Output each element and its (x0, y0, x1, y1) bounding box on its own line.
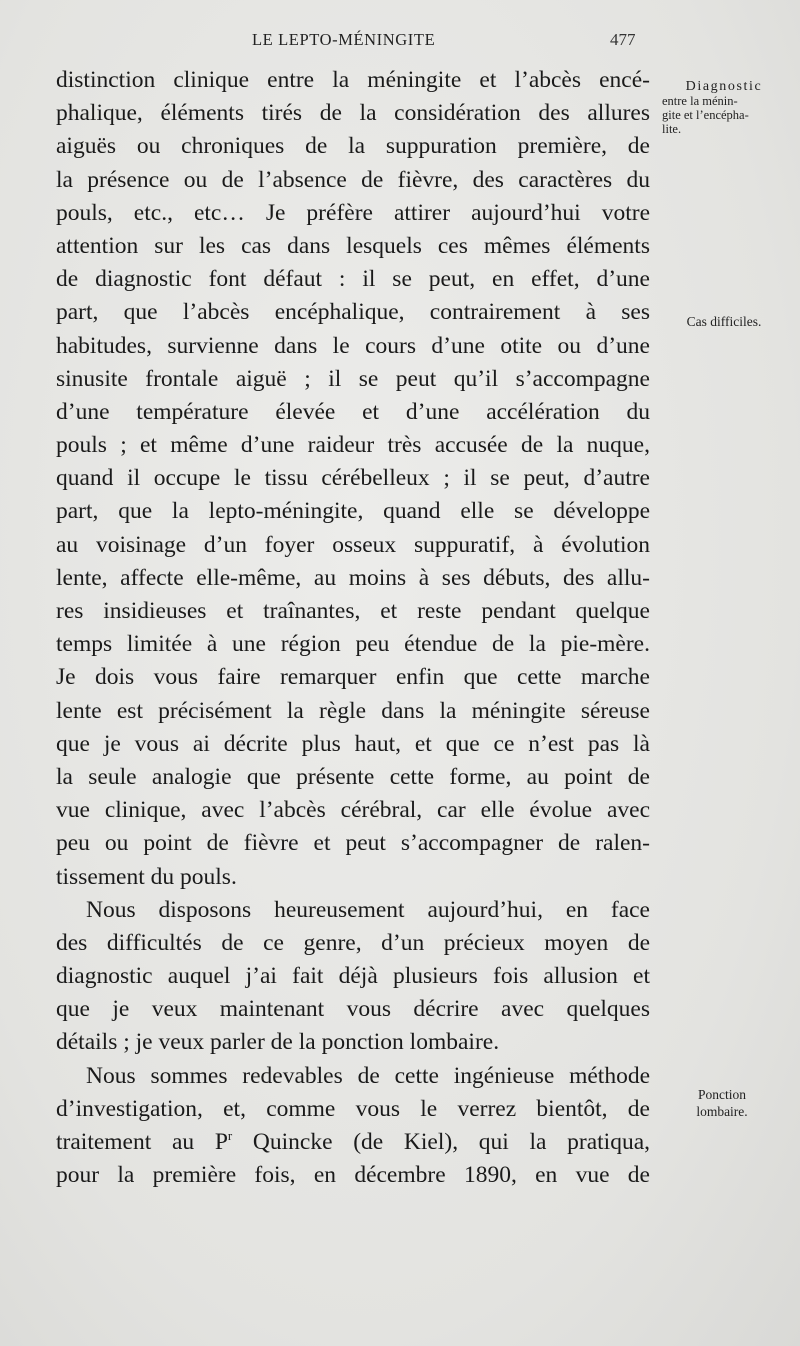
running-title: LE LEPTO-MÉNINGITE (252, 30, 436, 49)
text-line: habitudes, survienne dans le cours d’une otite ou d’une (56, 332, 650, 359)
text-line: Je dois vous faire remarquer enfin que cette marche (56, 664, 650, 691)
text-line: distinction clinique entre la méningite et l’abcès encé- (56, 67, 650, 93)
text-line: diagnostic auquel j’ai fait déjà plusieurs fois allusion et (56, 963, 650, 990)
paragraph-first-line: Nous sommes redevables de cette ingénieuse méthode (86, 1062, 650, 1089)
text-line: d’une température élevée et d’une accélération du (56, 398, 650, 425)
text-line: quand il occupe le tissu cérébelleux ; il se peut, d’autre (56, 465, 650, 492)
text-line: peu ou point de fièvre et peut s’accompagner de ralen- (56, 830, 650, 857)
text-line: de diagnostic font défaut : il se peut, en effet, d’une (56, 266, 650, 293)
margin-note-line: entre la ménin- (662, 94, 738, 108)
page-number: 477 (610, 30, 636, 49)
text-line: part, que l’abcès encéphalique, contrairement à ses (56, 299, 650, 326)
text-fragment: Quincke (de Kiel), qui la pratiqua, (232, 1129, 651, 1155)
text-line: des difficultés de ce genre, d’un précieux moyen de (56, 929, 650, 956)
text-line: tissement du pouls. (56, 863, 237, 890)
margin-note-diagnostic (658, 80, 790, 136)
text-line: que je vous ai décrite plus haut, et que ce n’est pas là (56, 730, 650, 757)
text-line: aiguës ou chroniques de la suppuration première, de (56, 133, 650, 160)
text-line: vue clinique, avec l’abcès cérébral, car elle évolue avec (56, 797, 650, 824)
text-line: phalique, éléments tirés de la considération des allures (56, 100, 650, 127)
text-line: détails ; je veux parler de la ponction lombaire. (56, 1029, 500, 1056)
margin-note-line: gite et l’encépha- (662, 108, 749, 122)
text-line: temps limitée à une région peu étendue de la pie-mère. (56, 631, 650, 658)
margin-note-line: lombaire. (696, 1104, 748, 1119)
text-line: au voisinage d’un foyer osseux suppuratif, à évolution (56, 531, 650, 558)
text-line: res insidieuses et traînantes, et reste pendant quelque (56, 598, 650, 624)
text-line: pour la première fois, en décembre 1890, en vue de (56, 1162, 650, 1189)
page-header (0, 30, 800, 56)
text-line: sinusite frontale aiguë ; il se peut qu’il s’accompagne (56, 365, 650, 392)
text-line: attention sur les cas dans lesquels ces mêmes éléments (56, 232, 650, 259)
body-text (56, 64, 650, 1192)
margin-note-line: Ponction (697, 1087, 746, 1102)
text-line: pouls ; et même d’une raideur très accusée de la nuque, (56, 432, 650, 459)
text-fragment: traitement au P (56, 1129, 228, 1155)
text-line: la seule analogie que présente cette forme, au point de (56, 763, 650, 790)
text-line: part, que la lepto-méningite, quand elle se développe (56, 498, 650, 525)
text-line: que je veux maintenant vous décrire avec quelques (56, 996, 650, 1023)
text-line: pouls, etc., etc… Je préfère attirer aujourd’hui votre (56, 199, 650, 226)
paragraph-first-line: Nous disposons heureusement aujourd’hui, en face (86, 896, 650, 923)
text-line: lente, affecte elle-même, au moins à ses débuts, des allu- (56, 564, 650, 591)
text-line: la présence ou de l’absence de fièvre, des caractères du (56, 166, 650, 193)
text-line (56, 1126, 650, 1159)
text-line: d’investigation, et, comme vous le verrez bientôt, de (56, 1095, 650, 1122)
margin-note-title: Diagnostic (685, 79, 763, 94)
superscript: r (227, 1128, 233, 1144)
text-line: lente est précisément la règle dans la méningite séreuse (56, 697, 650, 724)
margin-note-ponction (676, 1086, 768, 1120)
margin-note-line: lite. (662, 122, 682, 136)
margin-note-cas-difficiles: Cas difficiles. (686, 314, 762, 329)
